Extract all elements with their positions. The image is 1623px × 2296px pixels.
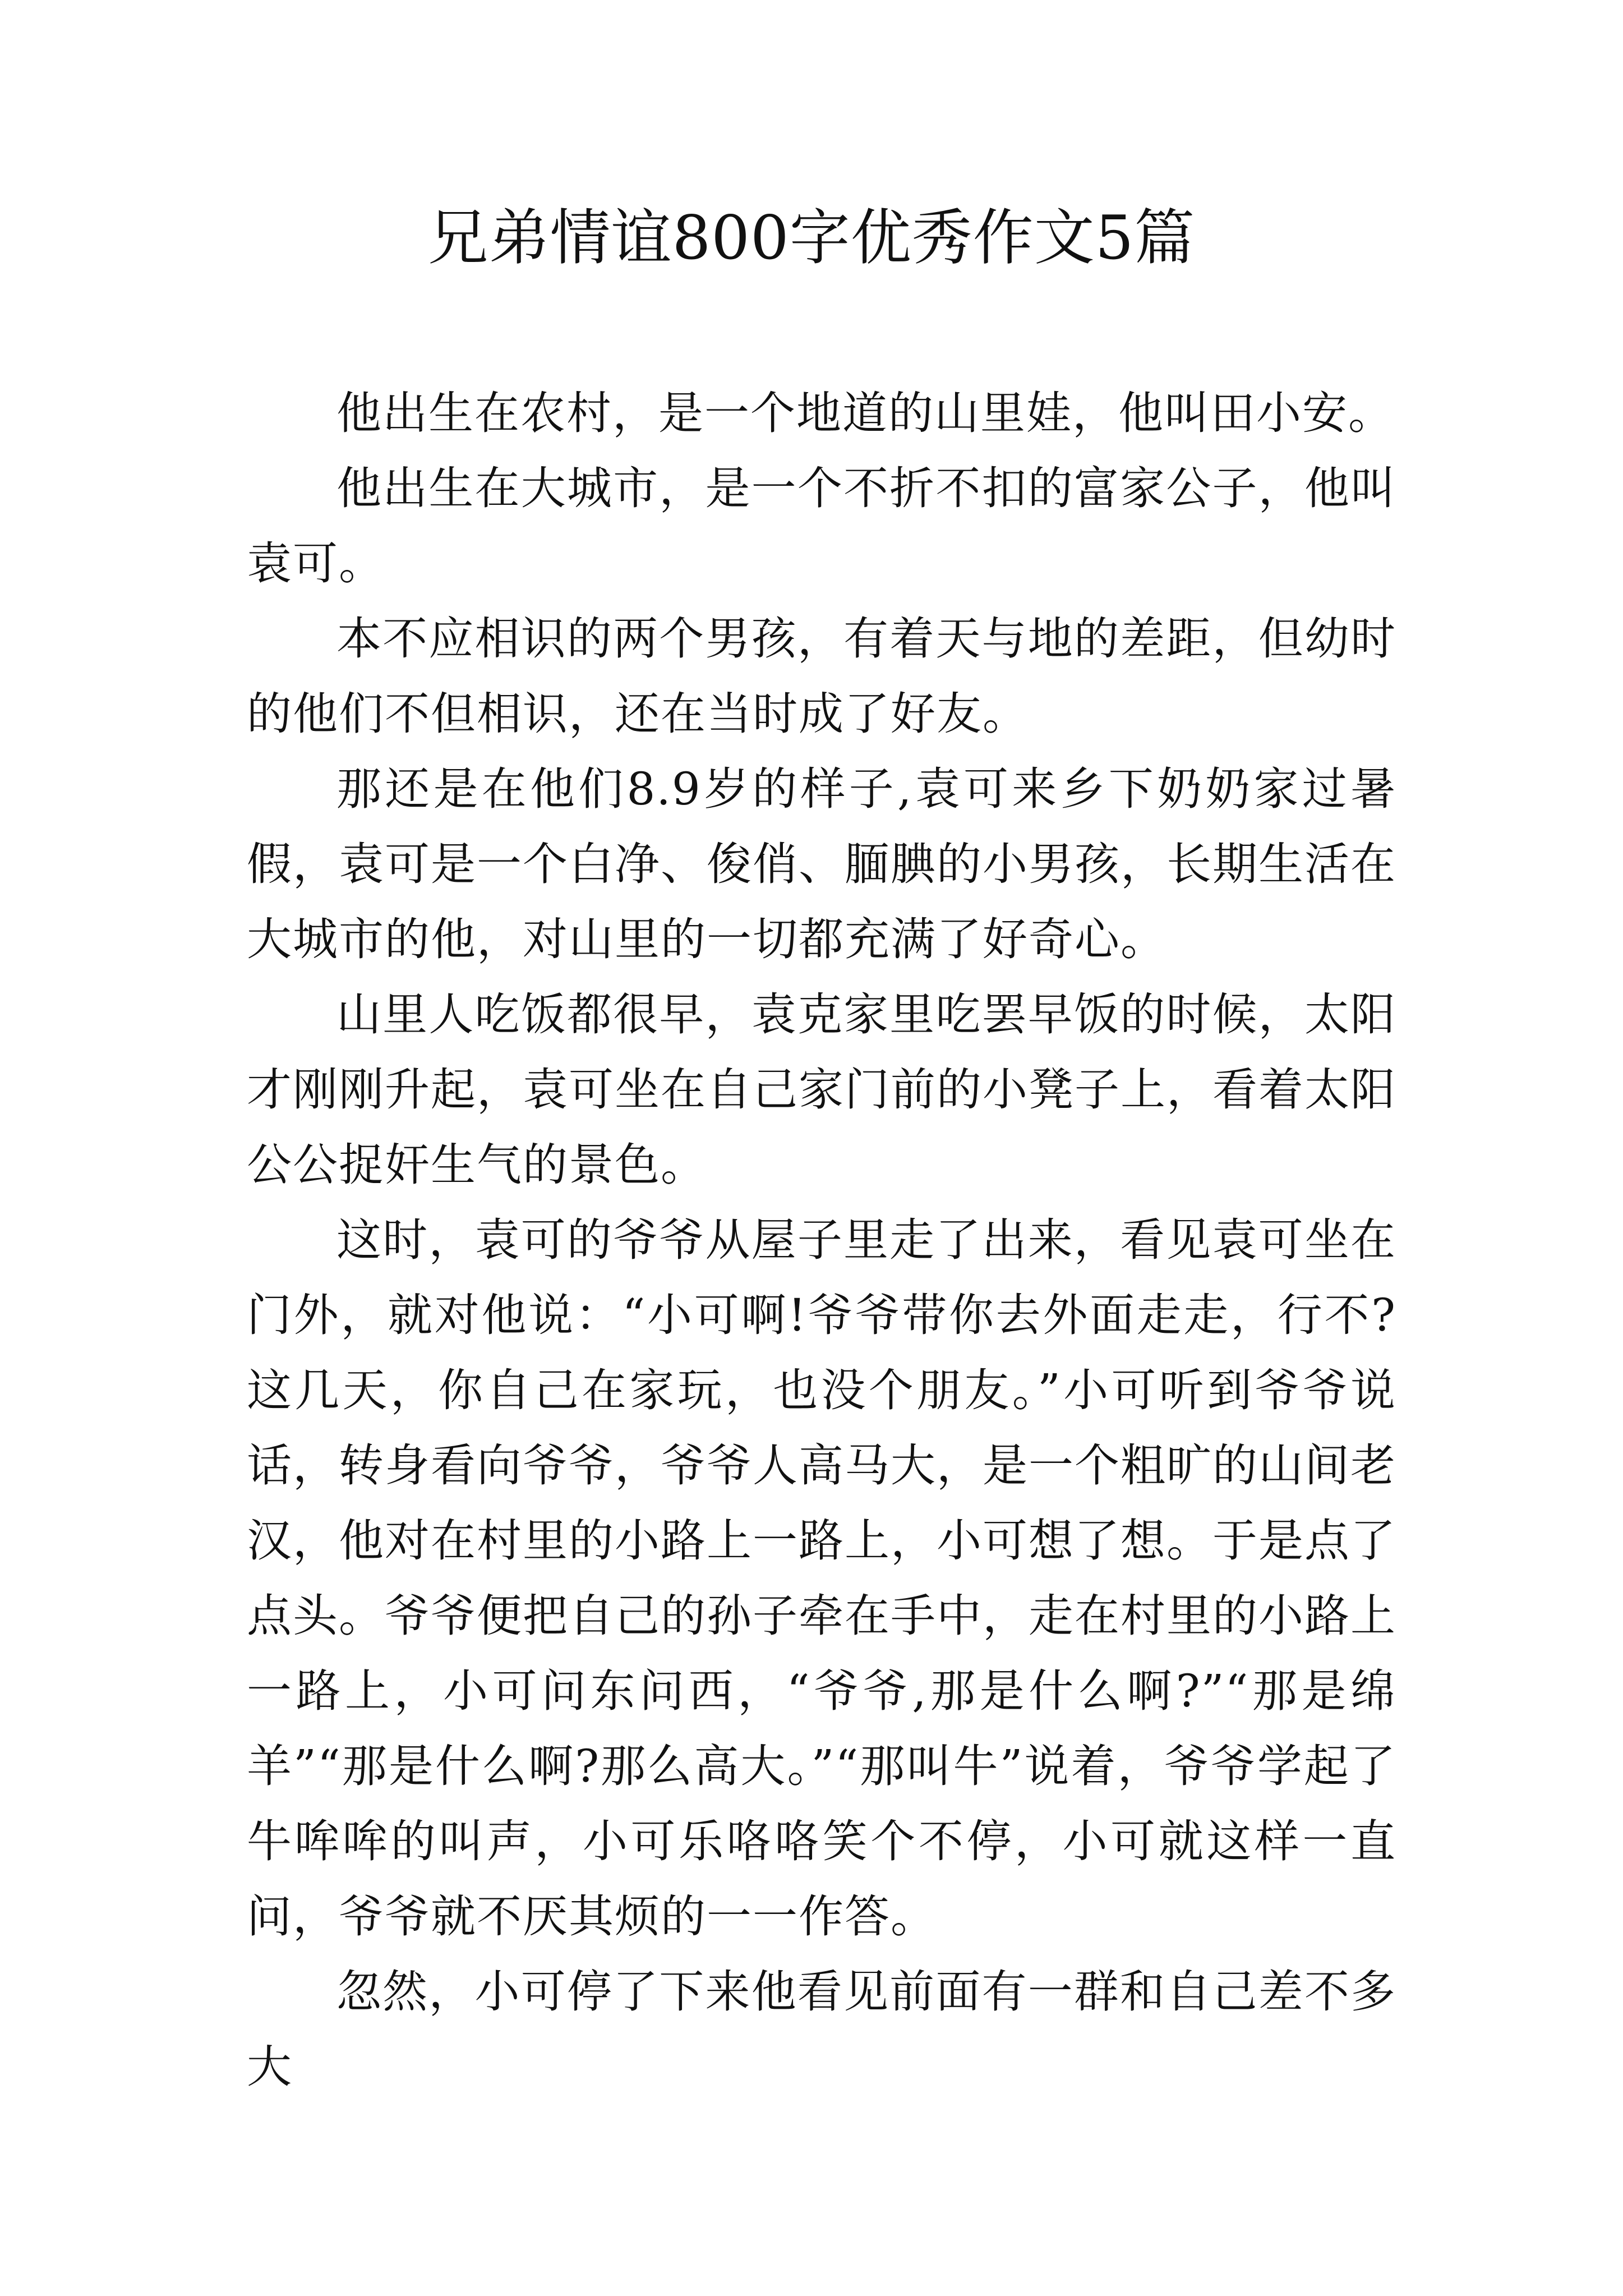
document-title: 兄弟情谊800字优秀作文5篇 — [427, 203, 1196, 273]
paragraph: 那还是在他们8.9岁的样子,袁可来乡下奶奶家过暑假，袁可是一个白净、俊俏、腼腆的小男孩，长期生活在大城市的他，对山里的一切都充满了好奇心。 — [247, 763, 1396, 965]
paragraph: 忽然，小可停了下来他看见前面有一群和自己差不多大 — [247, 1966, 1396, 2093]
paragraph: 他出生在大城市，是一个不折不扣的富家公子，他叫袁可。 — [247, 462, 1396, 590]
paragraph: 他出生在农村，是一个地道的山里娃，他叫田小安。 — [336, 387, 1394, 439]
document-body — [247, 376, 1396, 2105]
paragraph: 山里人吃饭都很早，袁克家里吃罢早饭的时候，太阳才刚刚升起，袁可坐在自己家门前的小凳子上，看着太阳公公捉奸生气的景色。 — [247, 988, 1396, 1191]
paragraph: 这时，袁可的爷爷从屋子里走了出来，看见袁可坐在门外，就对他说：“小可啊!爷爷带你去外面走走，行不?这几天，你自己在家玩，也没个朋友。”小可听到爷爷说话，转身看向爷爷，爷爷人高马大，是一个粗旷的山间老汉，他对在村里的小路上一路上，小可想了想。于是点了点头。爷爷便把自己的孙子牵在手中，走在村里的小路上一路上，小可问东问西，“爷爷,那是什么啊?”“那是绵羊”“那是什么啊?那么高大。”“那叫牛”说着，爷爷学起了牛哞哞的叫声，小可乐咯咯笑个不停，小可就这样一直问，爷爷就不厌其烦的一一作答。 — [247, 1214, 1396, 1943]
paragraph: 本不应相识的两个男孩，有着天与地的差距，但幼时的他们不但相识，还在当时成了好友。 — [247, 613, 1396, 740]
